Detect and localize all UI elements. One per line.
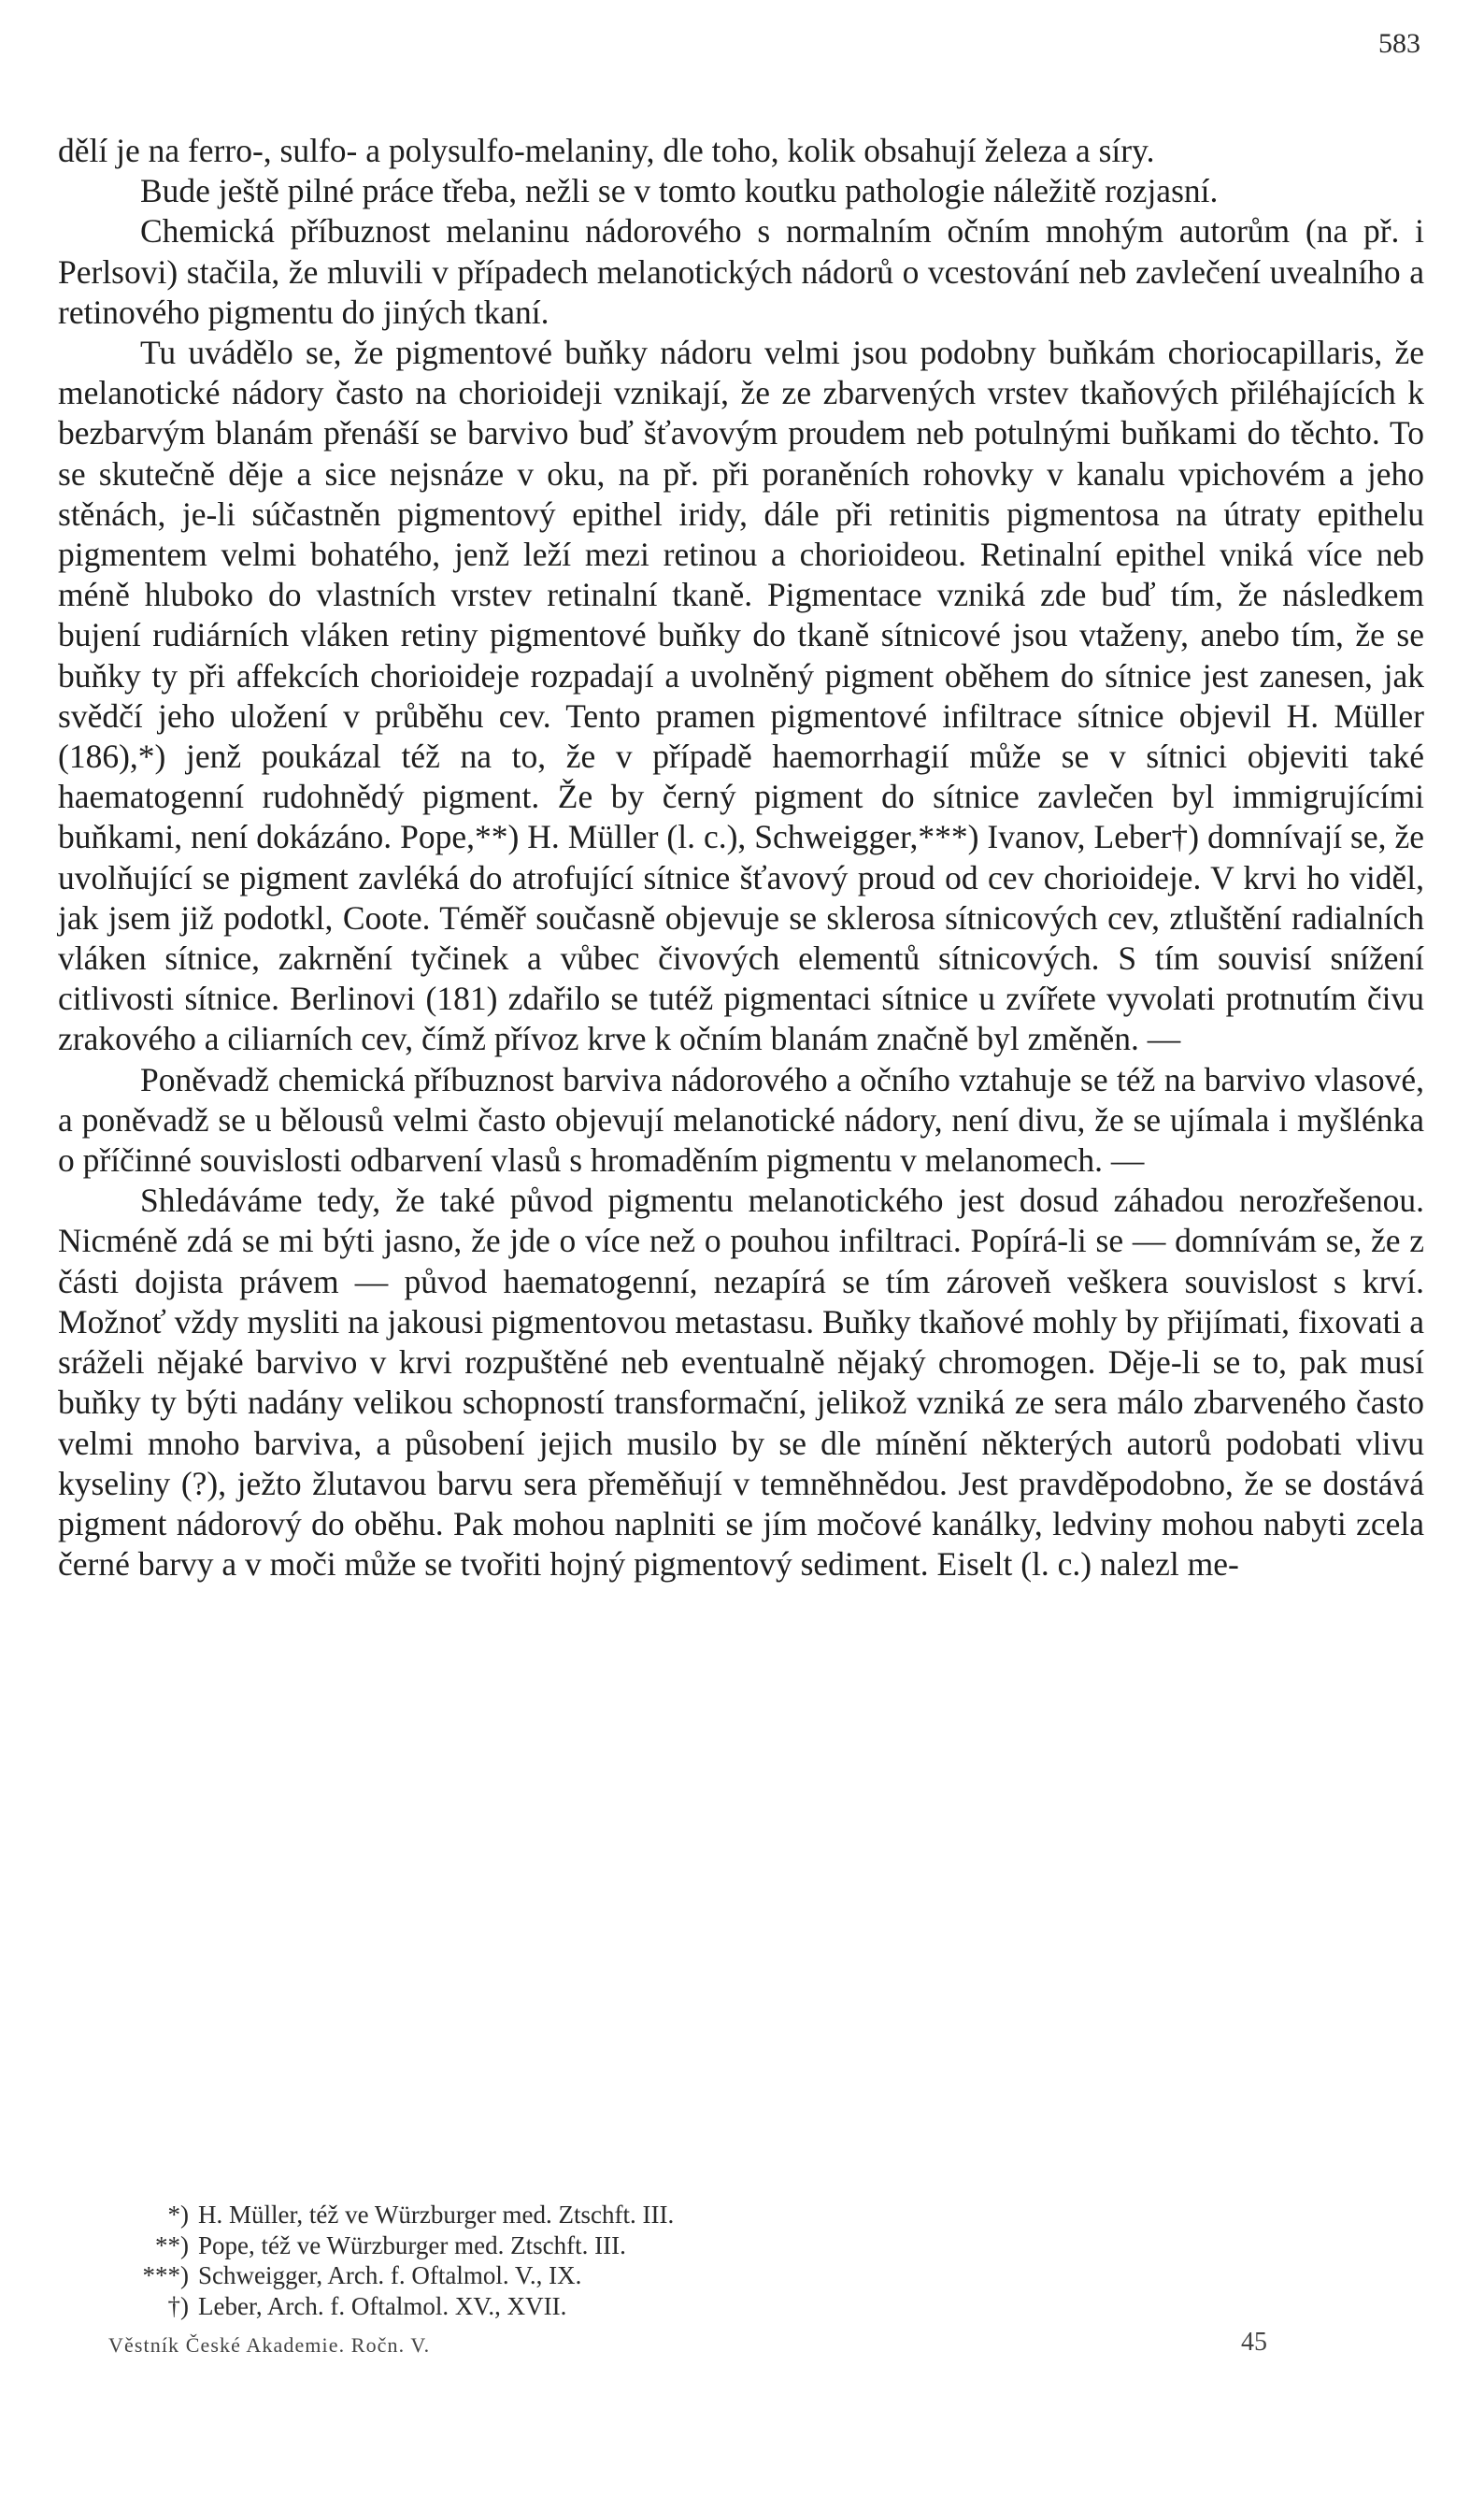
paragraph-5: Poněvadž chemická příbuznost barviva nádorového a očního vztahuje se též na barvivo vlasové, a poněvadž se u bělousů velmi často objevují melanotické nádory, není divu, že se ujímala i myšlénka o příčinné souvislosti odbarvení vlasů s hromaděním pigmentu v melanomech. —: [58, 1060, 1424, 1180]
footnote: [127, 2291, 1342, 2322]
footnote-text: Pope, též ve Würzburger med. Ztschft. III.: [198, 2230, 626, 2259]
paragraph-3: Chemická příbuznost melaninu nádorového s normalním očním mnohým autorům (na př. i Perlsovi) stačila, že mluvili v případech melanotických nádorů o vcestování neb zavlečení uvealního a retinového pigmentu do jiných tkaní.: [58, 212, 1424, 331]
body-text: [58, 131, 1424, 1584]
page-number: 583: [1378, 28, 1420, 59]
footnote-mark: †): [167, 2291, 189, 2320]
footnote-mark: **): [155, 2230, 189, 2259]
footnote-text: Leber, Arch. f. Oftalmol. XV., XVII.: [198, 2291, 567, 2320]
paragraph-4: Tu uvádělo se, že pigmentové buňky nádoru velmi jsou podobny buňkám choriocapillaris, že melanotické nádory často na chorioideji vznikají, že ze zbarvených vrstev tkaňových přiléhajících k bezbarvým blanám přenáší se barvivo buď šťavovým proudem neb potulnými buňkami do těchto. To se skutečně děje a sice nejsnáze v oku, na př. při poraněních rohovky v kanalu vpichovém a jeho stěnách, je-li súčastněn pigmentový epithel iridy, dále při retinitis pigmentosa na útraty epithelu pigmentem velmi bohatého, jenž leží mezi retinou a chorioideou. Retinalní epithel vniká více neb méně hluboko do vlastních vrstev retinalní tkaně. Pigmentace vzniká zde buď tím, že následkem bujení rudiárních vláken retiny pigmentové buňky do tkaně sítnicové jsou vtaženy, anebo tím, že se buňky ty při affekcích chorioideje rozpadají a uvolněný pigment oběhem do sítnice jest zanesen, jak svědčí jeho uložení v průběhu cev. Tento pramen pigmentové infiltrace sítnice objevil H. Müller (186),*) jenž poukázal též na to, že v případě haemorrhagií může se v sítnici objeviti také haematogenní rudohnědý pigment. Že by černý pigment do sítnice zavlečen byl immigrujícími buňkami, není dokázáno. Pope,**) H. Müller (l. c.), Schweigger,***) Ivanov, Leber†) domnívají se, že uvolňující se pigment zavléká do atrofující sítnice šťavový proud od cev chorioideje. V krvi ho viděl, jak jsem již podotkl, Coote. Téměř současně objevuje se sklerosa sítnicových cev, ztluštění radialních vláken sítnice, zakrnění tyčinek a vůbec čivových elementů sítnicových. S tím souvisí snížení citlivosti sítnice. Berlinovi (181) zdařilo se tutéž pigmentaci sítnice u zvířete vyvolati protnutím čivu zrakového a ciliarních cev, čímž přívoz krve k očním blanám značně byl změněn. —: [58, 334, 1424, 1058]
footnotes: [127, 2200, 1342, 2321]
footnote-mark: *): [167, 2201, 189, 2229]
footnote-mark: ***): [142, 2261, 189, 2289]
journal-footer: Věstník České Akademie. Ročn. V.: [108, 2333, 431, 2357]
footnote-text: Schweigger, Arch. f. Oftalmol. V., IX.: [198, 2261, 582, 2289]
footnote: [127, 2230, 1342, 2261]
footnote: [127, 2200, 1342, 2230]
footnote-text: H. Müller, též ve Würzburger med. Ztschft. III.: [198, 2201, 675, 2229]
signature-mark: 45: [1241, 2328, 1267, 2357]
paragraph-6: Shledáváme tedy, že také původ pigmentu melanotického jest dosud záhadou nerozřešenou. Nicméně zdá se mi býti jasno, že jde o více než o pouhou infiltraci. Popírá-li se — domnívám se, že z části dojista právem — původ haematogenní, nezapírá se tím zároveň veškera souvislost s krví. Možnoť vždy mysliti na jakousi pigmentovou metastasu. Buňky tkaňové mohly by přijímati, fixovati a sráželi nějaké barvivo v krvi rozpuštěné neb eventualně nějaký chromogen. Děje-li se to, pak musí buňky ty býti nadány velikou schopností transformační, jelikož vzniká ze sera málo zbarveného často velmi mnoho barviva, a působení jejich musilo by se dle mínění některých autorů podobati vlivu kyseliny (?), ježto žlutavou barvu sera přeměňují v temněhnědou. Jest pravděpodobno, že se dostává pigment nádorový do oběhu. Pak mohou naplniti se jím močové kanálky, ledviny mohou nabyti zcela černé barvy a v moči může se tvořiti hojný pigmentový sediment. Eiselt (l. c.) nalezl me-: [58, 1182, 1424, 1584]
paragraph-1: dělí je na ferro-, sulfo- a polysulfo-melaniny, dle toho, kolik obsahují železa a síry.: [58, 132, 1155, 169]
paragraph-2: Bude ještě pilné práce třeba, nežli se v tomto koutku pathologie náležitě rozjasní.: [140, 172, 1219, 210]
footnote: [127, 2260, 1342, 2291]
